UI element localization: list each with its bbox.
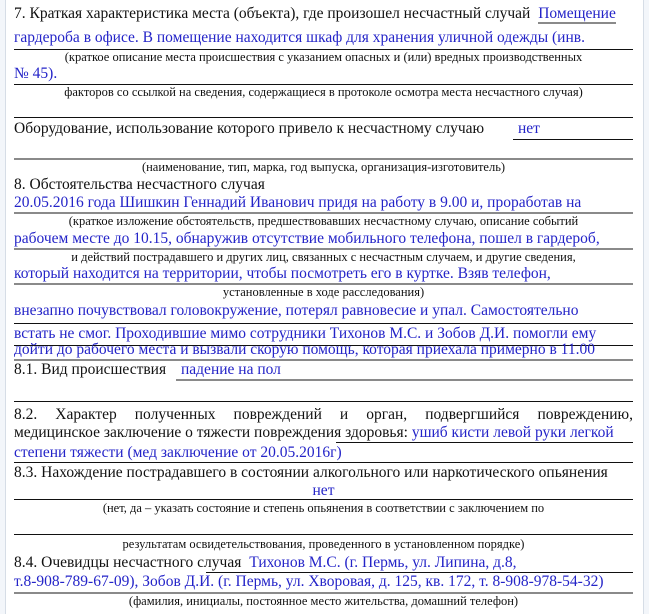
section8-1-underline — [176, 379, 633, 381]
section8-4-caption: (фамилия, инициалы, постоянное место жительства, домашний телефон) — [128, 594, 519, 608]
equipment-label: Оборудование, использование которого привело к несчастному случаю — [14, 120, 485, 137]
section8-line2[interactable]: рабочем месте до 10.15, обнаружив отсутствие мобильного телефона, пошел в гардероб, — [14, 230, 600, 247]
section7-label: 7. Краткая характеристика места (объекта), где произошел несчастный случай — [14, 5, 531, 22]
section8-caption3: установленные в ходе расследования) — [222, 285, 425, 299]
section7-value-part2[interactable]: гардероба в офисе. В помещение находится шкаф для хранения уличной одежды (инв. — [14, 29, 585, 46]
section8-1-value[interactable]: падение на пол — [181, 361, 281, 378]
blank-line — [14, 401, 633, 402]
section7-row1 — [14, 4, 633, 24]
section8-2-label-line1: 8.2. Характер полученных повреждений и орган, подвергшийся повреждению, — [14, 406, 633, 423]
blank-line — [14, 117, 633, 118]
section8-3-caption1: (нет, да – указать состояние и степень опьянения в соответствии с заключением по — [102, 501, 545, 515]
section8-1-label: 8.1. Вид происшествия — [14, 361, 167, 378]
equipment-underline — [513, 139, 633, 140]
section8-3-caption2: результатам освидетельствования, проведенного в установленном порядке) — [122, 537, 525, 551]
section7-value-part3[interactable]: № 45). — [14, 65, 58, 82]
section8-line3[interactable]: который находится на территории, чтобы посмотреть его в куртке. Взяв телефон, — [14, 265, 551, 282]
section8-4-row1 — [14, 553, 633, 573]
section8-caption2: и действий пострадавшего и других лиц, связанных с несчастным случаем, и другие сведения, — [71, 250, 576, 264]
section8-3-value[interactable]: нет — [312, 482, 335, 499]
section8-3-label: 8.3. Нахождение пострадавшего в состоянии алкогольного или наркотического опьянения — [14, 464, 608, 481]
section8-line6[interactable]: дойти до рабочего места и вызвали скорую помощь, которая приехала примерно в 11.00 — [14, 341, 595, 358]
document-page — [5, 0, 644, 614]
section8-2-row2 — [14, 423, 633, 443]
section8-caption1: (краткое изложение обстоятельств, предшествовавших несчастному случаю, описание событий — [68, 214, 579, 228]
section7-caption2: факторов со ссылкой на сведения, содержащиеся в протоколе осмотра места несчастного случая) — [64, 85, 583, 99]
blank-line — [14, 534, 633, 535]
section8-2-value-part1[interactable]: ушиб кисти левой руки легкой — [411, 424, 614, 441]
section8-line4[interactable]: внезапно почувствовал головокружение, потерял равновесие и упал. Самостоятельно — [14, 302, 579, 319]
equipment-caption: (наименование, тип, марка, год выпуска, организация-изготовитель) — [141, 160, 506, 174]
section8-4-value-part2[interactable]: т.8-908-789-67-09), Зобов Д.И. (г. Пермь, ул. Хворовая, д. 125, кв. 172, т. 8-908-978-54-32) — [14, 573, 604, 590]
section8-label: 8. Обстоятельства несчастного случая — [14, 176, 265, 193]
section7-caption1: (краткое описание места происшествия с указанием опасных и (или) вредных производственных — [64, 50, 583, 64]
section8-4-label: 8.4. Очевидцы несчастного случая — [14, 554, 242, 571]
section8-2-value-part2[interactable]: степени тяжести (мед заключение от 20.05.2016г) — [14, 444, 342, 461]
equipment-value[interactable]: нет — [518, 120, 540, 137]
section8-2-label-line2: медицинское заключение о тяжести повреждения здоровья: — [14, 424, 408, 441]
section7-value-part1[interactable]: Помещение — [538, 5, 616, 22]
section8-line1[interactable]: 20.05.2016 года Шишкин Геннадий Иванович придя на работу в 9.00 и, проработав на — [14, 194, 582, 211]
section8-line5[interactable]: встать не смог. Проходившие мимо сотрудники Тихонов М.С. и Зобов Д.И. помогли ему — [14, 325, 597, 342]
section8-4-value-part1[interactable]: Тихонов М.С. (г. Пермь, ул. Липина, д.8, — [249, 554, 517, 571]
